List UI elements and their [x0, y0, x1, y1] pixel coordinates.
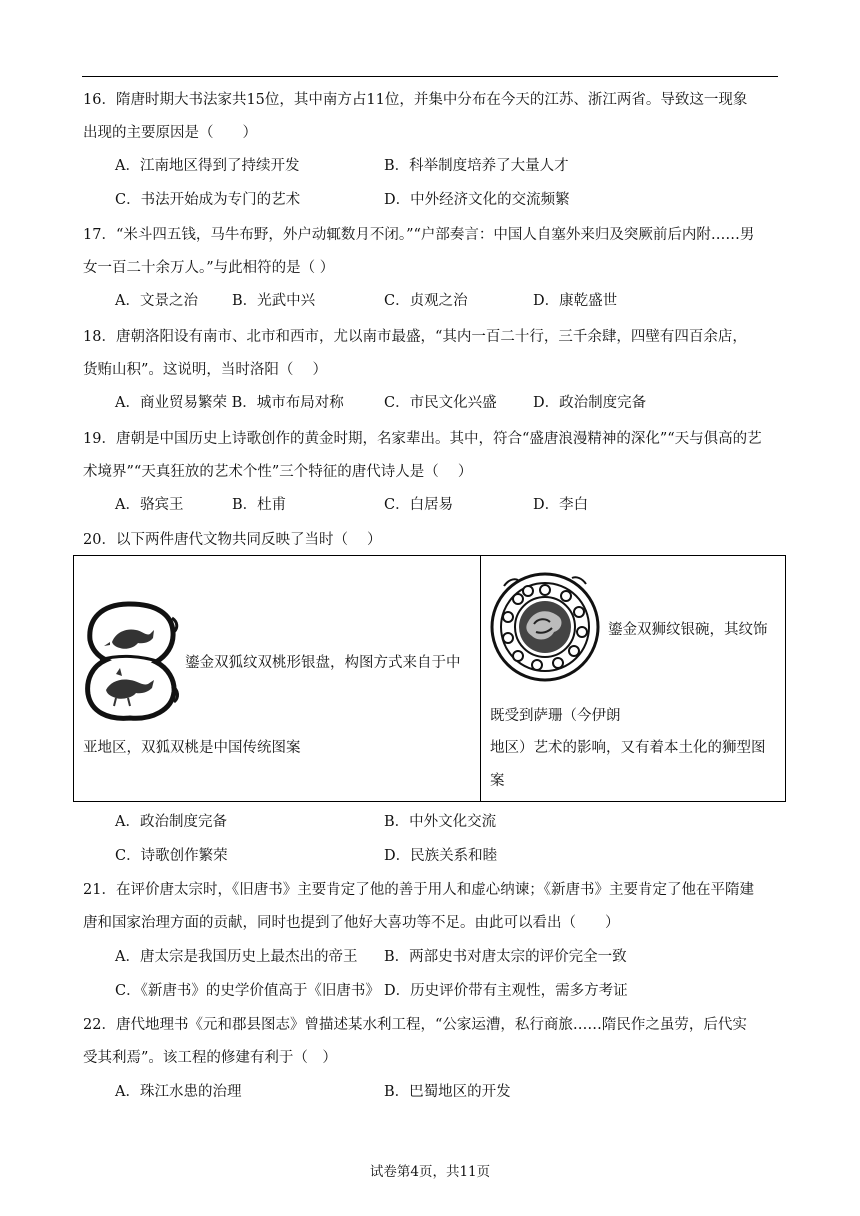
question-16-option-a[interactable]: A．江南地区得到了持续开发: [115, 158, 300, 174]
question-19-option-b[interactable]: B．杜甫: [232, 497, 287, 513]
silver-plate-foxes-image: [80, 598, 180, 724]
question-16-stem-line2: 出现的主要原因是（ ）: [83, 125, 257, 141]
question-20-option-a[interactable]: A．政治制度完备: [115, 814, 227, 830]
question-21-option-b[interactable]: B．两部史书对唐太宗的评价完全一致: [384, 949, 627, 965]
question-19-option-d[interactable]: D．李白: [533, 497, 589, 513]
question-18-stem-line1: 18．唐朝洛阳设有南市、北市和西市，尤以南市最盛，“其内一百二十行，三千余肆，四壁有四百余店，: [83, 329, 747, 345]
question-21-stem-line2: 唐和国家治理方面的贡献，同时也提到了他好大喜功等不足。由此可以看出（ ）: [83, 915, 620, 931]
question-19-option-a[interactable]: A．骆宾王: [115, 497, 184, 513]
question-19-stem-line1: 19．唐朝是中国历史上诗歌创作的黄金时期，名家辈出。其中，符合“盛唐浪漫精神的深化”“天与俱高的艺: [83, 431, 762, 447]
question-19-option-c[interactable]: C．白居易: [384, 497, 454, 513]
question-16-option-c[interactable]: C．书法开始成为专门的艺术: [115, 192, 301, 208]
question-20-stem: 20．以下两件唐代文物共同反映了当时（ ）: [83, 532, 382, 548]
right-artifact-caption-line2: 既受到萨珊（今伊朗: [490, 708, 621, 724]
right-artifact-caption-line4: 案: [490, 773, 505, 789]
header-rule: [82, 76, 778, 77]
question-22-option-a[interactable]: A．珠江水患的治理: [115, 1084, 242, 1100]
question-18-stem-line2: 货贿山积”。这说明，当时洛阳（ ）: [83, 362, 328, 378]
question-22-stem-line1: 22．唐代地理书《元和郡县图志》曾描述某水利工程，“公家运漕，私行商旅……隋民作之虽劳，后代实: [83, 1017, 747, 1033]
page-footer: 试卷第4页，共11页: [369, 1164, 491, 1180]
question-17-option-a[interactable]: A．文景之治: [115, 293, 198, 309]
question-20-option-d[interactable]: D．民族关系和睦: [384, 848, 498, 864]
question-17-option-b[interactable]: B．光武中兴: [232, 293, 316, 309]
question-21-option-a[interactable]: A．唐太宗是我国历史上最杰出的帝王: [115, 949, 358, 965]
question-17-stem-line2: 女一百二十余万人。”与此相符的是（ ）: [83, 260, 335, 276]
question-16-stem-line1: 16．隋唐时期大书法家共15位，其中南方占11位，并集中分布在今天的江苏、浙江两省。导致这一现象: [83, 92, 748, 108]
question-16-option-d[interactable]: D．中外经济文化的交流频繁: [384, 192, 570, 208]
question-18-option-d[interactable]: D．政治制度完备: [533, 395, 647, 411]
question-20-option-b[interactable]: B．中外文化交流: [384, 814, 497, 830]
silver-bowl-lions-image: [488, 570, 602, 684]
question-19-stem-line2: 术境界”“天真狂放的艺术个性”三个特征的唐代诗人是（ ）: [83, 464, 473, 480]
question-18-option-c[interactable]: C．市民文化兴盛: [384, 395, 497, 411]
question-21-option-c[interactable]: C．《新唐书》的史学价值高于《旧唐书》: [115, 983, 380, 999]
question-21-stem-line1: 21．在评价唐太宗时，《旧唐书》主要肯定了他的善于用人和虚心纳谏；《新唐书》主要肯定了他在平隋建: [83, 882, 754, 898]
right-artifact-caption-line3: 地区）艺术的影响，又有着本土化的狮型图: [490, 740, 766, 756]
question-17-option-c[interactable]: C．贞观之治: [384, 293, 468, 309]
question-18-option-a-b[interactable]: A．商业贸易繁荣 B．城市布局对称: [115, 395, 344, 411]
question-17-stem-line1: 17．“米斗四五钱，马牛布野，外户动辄数月不闭。”“户部奏言：中国人自塞外来归及突厥前后内附……男: [83, 227, 755, 243]
question-16-option-b[interactable]: B．科举制度培养了大量人才: [384, 158, 569, 174]
question-22-stem-line2: 受其利焉”。该工程的修建有利于（ ）: [83, 1050, 337, 1066]
right-artifact-caption-line1: 鎏金双狮纹银碗，其纹饰: [608, 622, 768, 638]
question-20-option-c[interactable]: C．诗歌创作繁荣: [115, 848, 228, 864]
left-artifact-caption-line2: 亚地区，双狐双桃是中国传统图案: [83, 740, 301, 756]
question-22-option-b[interactable]: B．巴蜀地区的开发: [384, 1084, 511, 1100]
artifact-table-divider: [480, 555, 481, 802]
question-17-option-d[interactable]: D．康乾盛世: [533, 293, 618, 309]
question-21-option-d[interactable]: D．历史评价带有主观性，需多方考证: [384, 983, 628, 999]
left-artifact-caption-line1: 鎏金双狐纹双桃形银盘，构图方式来自于中: [185, 655, 461, 671]
